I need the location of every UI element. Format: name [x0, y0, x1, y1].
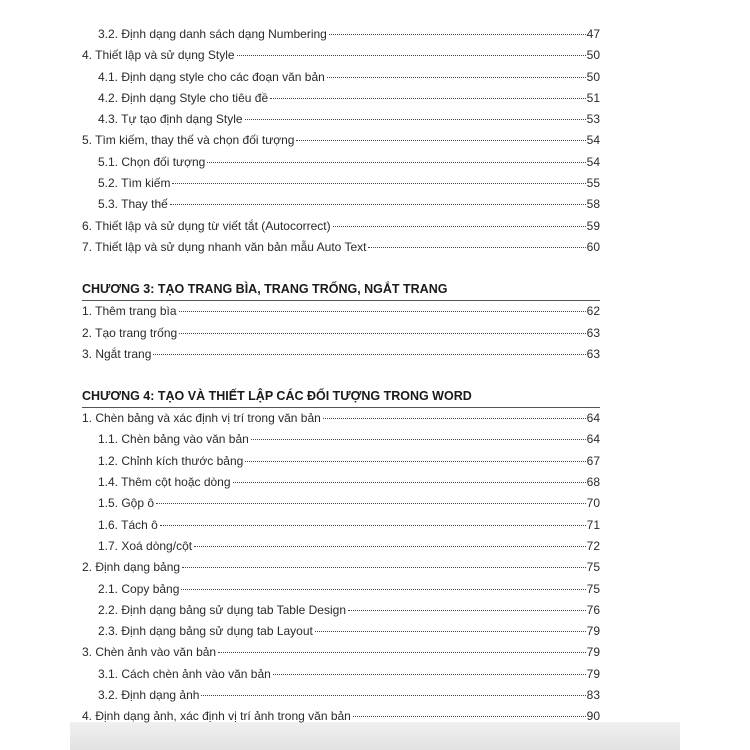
toc-entry: [82, 515, 600, 536]
toc-entry: [82, 536, 600, 557]
toc-entry-page-number: 67: [586, 453, 600, 468]
toc-entry-label: 3.2. Định dạng danh sách dạng Numbering: [98, 27, 327, 41]
toc-entry-label: 3.1. Cách chèn ảnh vào văn bản: [98, 666, 271, 681]
dot-leader: [333, 226, 586, 227]
toc-entry: [82, 493, 600, 514]
toc-entry: [82, 323, 600, 344]
toc-entry-page-number: 90: [586, 709, 600, 724]
toc-entry: [82, 451, 600, 472]
dot-leader: [218, 652, 586, 653]
toc-entry-label: 6. Thiết lập và sử dụng từ viết tắt (Autocorrect): [82, 218, 331, 233]
toc-entry: [82, 88, 600, 109]
toc-entry-label: 3.2. Định dạng ảnh: [98, 688, 200, 703]
dot-leader: [181, 589, 585, 590]
toc-entry-label: 5.1. Chọn đối tượng: [98, 154, 206, 169]
dot-leader: [245, 461, 585, 462]
toc-entry: [82, 24, 600, 45]
dot-leader: [153, 354, 585, 355]
chapter-3-heading: CHƯƠNG 3: TẠO TRANG BÌA, TRANG TRỐNG, NGẮT TRANG: [82, 278, 600, 301]
toc-entry-label: 1.4. Thêm cột hoặc dòng: [98, 475, 231, 490]
dot-leader: [170, 204, 586, 205]
toc-entry-page-number: 72: [586, 538, 600, 553]
toc-entry: [82, 642, 600, 663]
chapter-4-heading: CHƯƠNG 4: TẠO VÀ THIẾT LẬP CÁC ĐỐI TƯỢNG TRONG WORD: [82, 385, 600, 408]
toc-entry-page-number: 70: [586, 496, 600, 511]
toc-entry-page-number: 64: [586, 432, 600, 447]
dot-leader: [182, 567, 586, 568]
toc-entry-page-number: 63: [586, 346, 600, 361]
toc-entry-page-number: 64: [586, 411, 600, 426]
toc-entry-label: 1.2. Chỉnh kích thước bảng: [98, 453, 244, 468]
toc-entry-page-number: 50: [586, 48, 600, 63]
toc-entry-page-number: 53: [586, 112, 600, 127]
toc-entry-page-number: 54: [586, 133, 600, 148]
toc-entry-label: 4.1. Định dạng style cho các đoạn văn bản: [98, 69, 325, 84]
toc-entry: [82, 45, 600, 66]
dot-leader: [179, 333, 585, 334]
toc-entry: [82, 173, 600, 194]
toc-entry: [82, 472, 600, 493]
toc-entry: [82, 301, 600, 322]
toc-entry: [82, 216, 600, 237]
dot-leader: [348, 610, 586, 611]
dot-leader: [233, 482, 586, 483]
dot-leader: [156, 503, 586, 504]
dot-leader: [315, 631, 586, 632]
toc-entry-label: 1.5. Gộp ô: [98, 496, 155, 511]
toc-entry-label: 2.2. Định dạng bảng sử dụng tab Table Design: [98, 602, 346, 617]
toc-entry-page-number: 63: [586, 325, 600, 340]
toc-entry: [82, 664, 600, 685]
dot-leader: [296, 140, 585, 141]
toc-entry-label: 1.7. Xoá dòng/cột: [98, 538, 193, 553]
toc-entry-label: 1. Chèn bảng và xác định vị trí trong văn bản: [82, 411, 321, 426]
toc-entry-page-number: 60: [586, 239, 600, 254]
toc-entry: [82, 109, 600, 130]
toc-entry-label: 4.2. Định dạng Style cho tiêu đề: [98, 90, 269, 105]
toc-entry-page-number: 51: [586, 90, 600, 105]
toc-entry: [82, 429, 600, 450]
dot-leader: [245, 119, 586, 120]
toc-entry-page-number: 55: [586, 176, 600, 191]
dot-leader: [207, 162, 585, 163]
toc-entry-page-number: 75: [586, 560, 600, 575]
toc-entry-page-number: 79: [586, 666, 600, 681]
toc-entry-page-number: 83: [586, 688, 600, 703]
toc-section-chapter-2-continued: [82, 24, 600, 258]
toc-entry: [82, 706, 600, 727]
dot-leader: [270, 98, 586, 99]
toc-entry-label: 1.6. Tách ô: [98, 517, 158, 532]
toc-entry: [82, 685, 600, 706]
toc-entry: [82, 152, 600, 173]
toc-entry-label: 7. Thiết lập và sử dụng nhanh văn bản mẫu Auto Text: [82, 239, 367, 254]
toc-entry-label: 5. Tìm kiếm, thay thế và chọn đối tượng: [82, 133, 295, 148]
dot-leader: [251, 439, 586, 440]
toc-entry-page-number: 71: [586, 517, 600, 532]
dot-leader: [329, 34, 586, 35]
toc-entry: [82, 194, 600, 215]
toc-entry-label: 3. Chèn ảnh vào văn bản: [82, 645, 217, 660]
toc-entry-page-number: 62: [586, 304, 600, 319]
toc-entry-label: 2.1. Copy bảng: [98, 581, 180, 596]
toc-entry-label: 1.1. Chèn bảng vào văn bản: [98, 432, 249, 447]
toc-entry-label: 4. Định dạng ảnh, xác định vị trí ảnh trong văn bản: [82, 709, 351, 724]
toc-section-chapter-4: [82, 408, 600, 727]
toc-entry-page-number: 54: [586, 154, 600, 169]
toc-entry-page-number: 50: [586, 69, 600, 84]
dot-leader: [237, 55, 586, 56]
toc-section-chapter-3: [82, 301, 600, 365]
toc-entry-label: 4. Thiết lập và sử dụng Style: [82, 48, 235, 63]
toc-entry-label: 5.3. Thay thế: [98, 197, 168, 212]
dot-leader: [273, 674, 586, 675]
toc-entry-page-number: 59: [586, 218, 600, 233]
dot-leader: [179, 311, 586, 312]
toc-entry-label: 2.3. Định dạng bảng sử dụng tab Layout: [98, 624, 313, 639]
dot-leader: [368, 247, 585, 248]
toc-entry: [82, 408, 600, 429]
toc-entry-label: 4.3. Tự tạo định dạng Style: [98, 112, 243, 127]
toc-entry: [82, 600, 600, 621]
toc-entry-page-number: 47: [586, 27, 600, 41]
toc-entry-page-number: 79: [586, 645, 600, 660]
toc-entry: [82, 344, 600, 365]
toc-entry: [82, 130, 600, 151]
dot-leader: [323, 418, 586, 419]
dot-leader: [172, 183, 585, 184]
toc-entry: [82, 579, 600, 600]
toc-entry-label: 2. Định dạng bảng: [82, 560, 181, 575]
toc-entry: [82, 621, 600, 642]
toc-entry-label: 5.2. Tìm kiếm: [98, 176, 171, 191]
toc-entry-page-number: 58: [586, 197, 600, 212]
dot-leader: [194, 546, 586, 547]
dot-leader: [201, 695, 585, 696]
toc-entry: [82, 67, 600, 88]
toc-entry-page-number: 75: [586, 581, 600, 596]
toc-entry: [82, 557, 600, 578]
toc-entry-label: 2. Tạo trang trống: [82, 325, 178, 340]
toc-entry: [82, 237, 600, 258]
toc-entry-label: 3. Ngắt trang: [82, 346, 152, 361]
table-of-contents: [82, 24, 600, 728]
dot-leader: [327, 77, 586, 78]
toc-entry-page-number: 68: [586, 475, 600, 490]
dot-leader: [353, 716, 586, 717]
toc-entry-page-number: 76: [586, 602, 600, 617]
toc-entry-label: 1. Thêm trang bìa: [82, 304, 177, 319]
toc-entry-page-number: 79: [586, 624, 600, 639]
dot-leader: [160, 525, 586, 526]
